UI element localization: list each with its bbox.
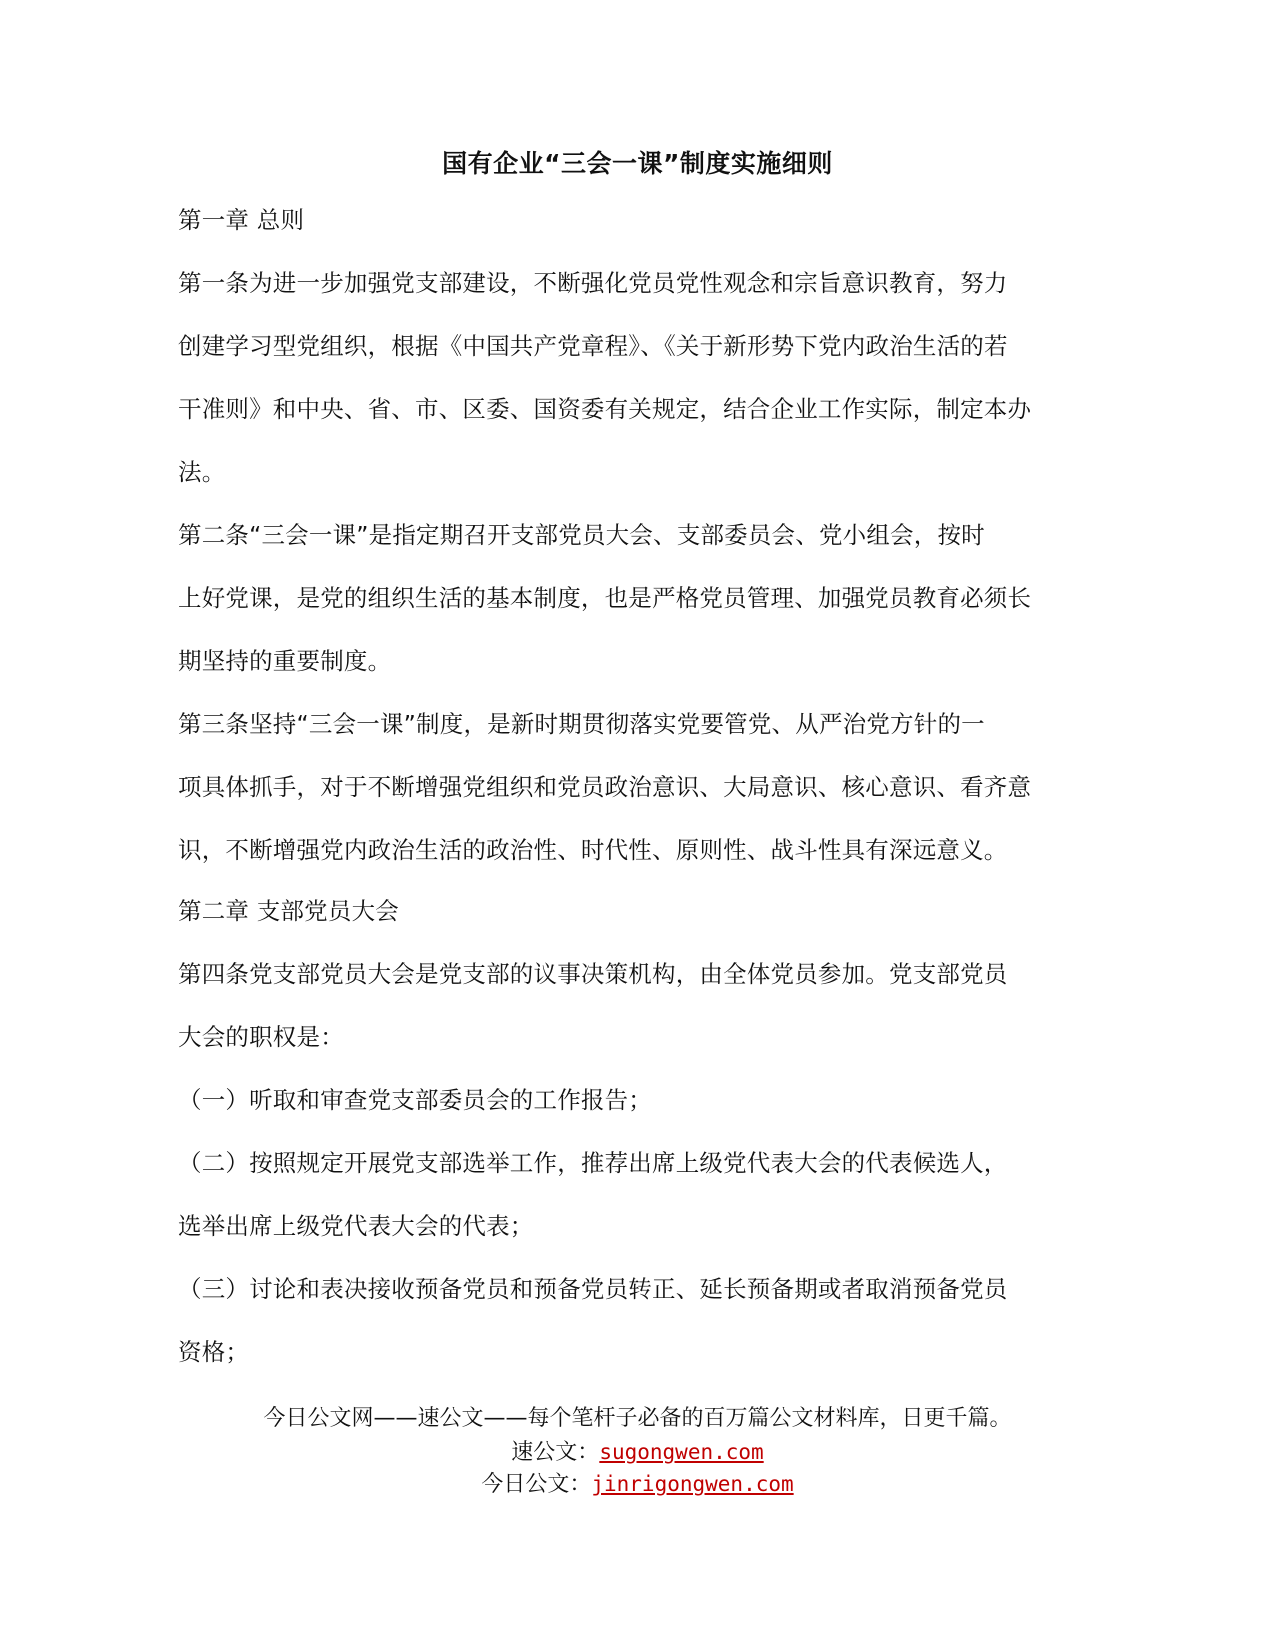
- footer-site-1-link[interactable]: sugongwen.com: [599, 1440, 764, 1464]
- chapter-heading: 第一章 总则: [178, 206, 305, 234]
- footer-site-1: [0, 1437, 1275, 1468]
- footer-site-2-label: 今日公文：: [481, 1472, 592, 1497]
- footer-site-2: [0, 1469, 1275, 1500]
- paragraph-line: 法。: [178, 458, 226, 486]
- document-title: 国有企业“三会一课”制度实施细则: [442, 149, 833, 178]
- footer-site-2-link[interactable]: jinrigongwen.com: [591, 1472, 794, 1496]
- footer-site-1-label: 速公文：: [511, 1440, 600, 1465]
- paragraph-line: 第三条坚持“三会一课”制度，是新时期贯彻落实党要管党、从严治党方针的一: [178, 710, 985, 738]
- paragraph-line: 干准则》和中央、省、市、区委、国资委有关规定，结合企业工作实际，制定本办: [178, 395, 1032, 423]
- chapter-heading: 第二章 支部党员大会: [178, 897, 399, 925]
- list-item-line: 资格；: [178, 1338, 250, 1366]
- paragraph-line: 第二条“三会一课”是指定期召开支部党员大会、支部委员会、党小组会，按时: [178, 521, 985, 549]
- paragraph-line: 期坚持的重要制度。: [178, 647, 392, 675]
- paragraph-line: 大会的职权是：: [178, 1023, 344, 1051]
- paragraph-line: 第四条党支部党员大会是党支部的议事决策机构，由全体党员参加。党支部党员: [178, 960, 1008, 988]
- list-item-line: 选举出席上级党代表大会的代表；: [178, 1212, 534, 1240]
- paragraph-line: 识，不断增强党内政治生活的政治性、时代性、原则性、战斗性具有深远意义。: [178, 836, 1008, 864]
- list-item-line: （三）讨论和表决接收预备党员和预备党员转正、延长预备期或者取消预备党员: [178, 1275, 1008, 1303]
- paragraph-line: 创建学习型党组织，根据《中国共产党章程》、《关于新形势下党内政治生活的若: [178, 332, 1008, 360]
- paragraph-line: 上好党课，是党的组织生活的基本制度，也是严格党员管理、加强党员教育必须长: [178, 584, 1032, 612]
- paragraph-line: 第一条为进一步加强党支部建设，不断强化党员党性观念和宗旨意识教育，努力: [178, 269, 1008, 297]
- paragraph-line: 项具体抓手，对于不断增强党组织和党员政治意识、大局意识、核心意识、看齐意: [178, 773, 1032, 801]
- footer-slogan: 今日公文网——速公文——每个笔杆子必备的百万篇公文材料库，日更千篇。: [263, 1406, 1012, 1431]
- list-item-line: （二）按照规定开展党支部选举工作，推荐出席上级党代表大会的代表候选人，: [178, 1149, 1008, 1177]
- list-item-line: （一）听取和审查党支部委员会的工作报告；: [178, 1086, 652, 1114]
